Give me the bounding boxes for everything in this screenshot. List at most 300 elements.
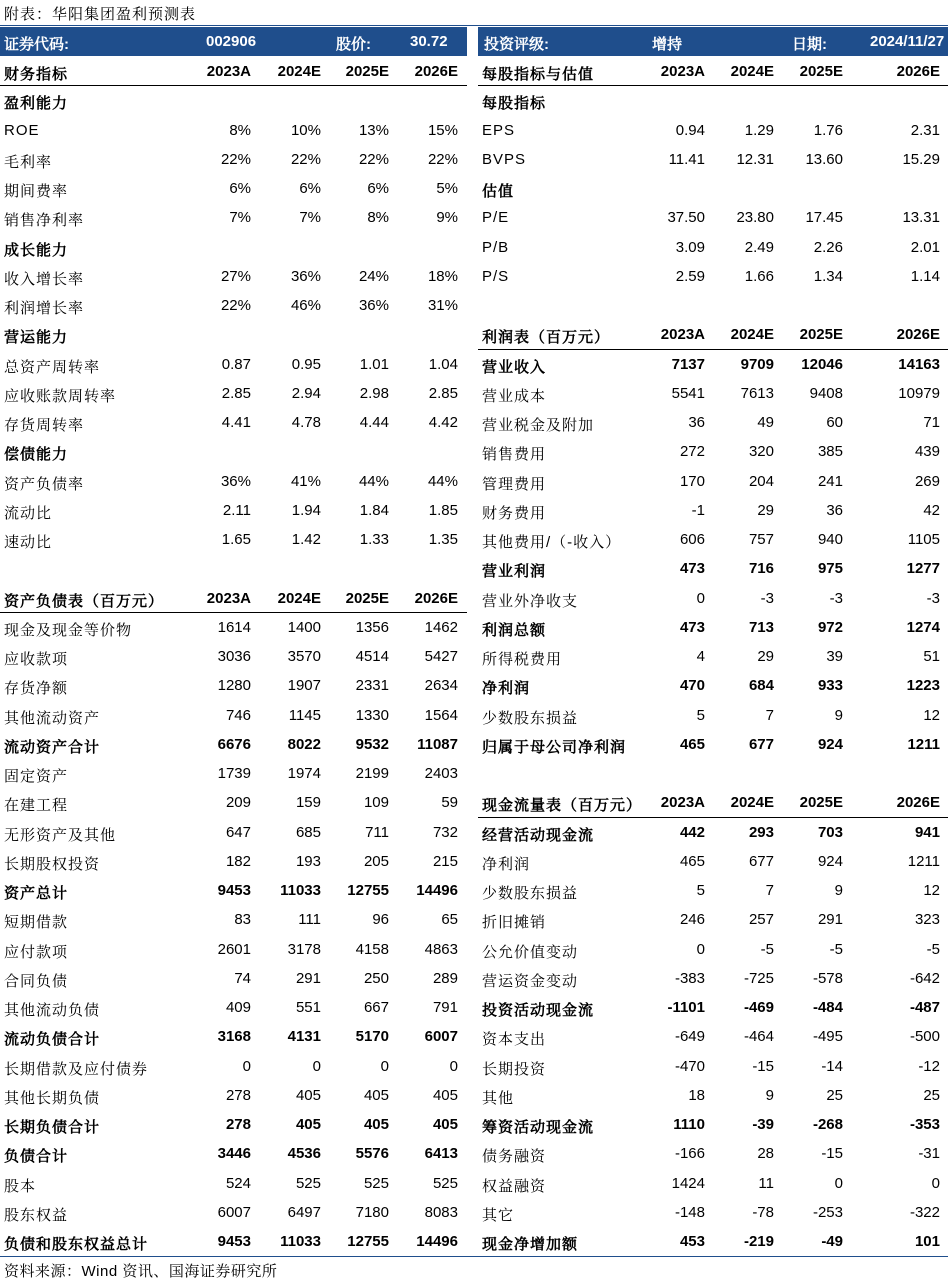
cell-value: 1.01 <box>359 355 389 373</box>
cell-value: -1 <box>691 501 705 519</box>
cell-value: -649 <box>674 1028 705 1046</box>
cell-value: 9453 <box>217 882 251 899</box>
cell-value: 385 <box>817 443 843 461</box>
row-label: 长期股权投资 <box>4 855 101 873</box>
data-source-note: 资料来源：Wind 资讯、国海证券研究所 <box>4 1263 278 1280</box>
cell-value: 11 <box>758 1174 774 1192</box>
cell-value: 4514 <box>355 648 389 665</box>
table-row <box>0 759 467 788</box>
valuation-title: 每股指标与估值 <box>482 66 595 83</box>
cell-value: 7 <box>765 882 774 899</box>
cell-value: 5576 <box>355 1145 389 1163</box>
rating-label: 投资评级: <box>484 36 549 53</box>
cell-value: 11033 <box>280 1233 321 1250</box>
row-label: 所得税费用 <box>482 651 563 668</box>
stock-code-value: 002906 <box>206 33 257 50</box>
section-row <box>0 233 467 262</box>
cell-value: 1356 <box>355 618 389 636</box>
cell-value: 36 <box>688 414 705 431</box>
cell-value: 320 <box>748 443 774 461</box>
table-row <box>0 993 467 1022</box>
table-row <box>0 642 467 671</box>
cell-value: -166 <box>674 1145 705 1163</box>
cell-value: 7% <box>299 209 321 227</box>
cell-value: -322 <box>909 1203 940 1221</box>
row-label: 其它 <box>482 1206 515 1224</box>
cell-value: 182 <box>225 852 251 870</box>
year-header: 2023A <box>660 794 705 812</box>
cell-value: 27% <box>220 267 251 285</box>
year-header: 2024E <box>730 63 774 80</box>
left-panel <box>0 57 467 1256</box>
cell-value: 12.31 <box>736 150 774 168</box>
row-label: ROE <box>4 121 40 139</box>
cell-value: 4863 <box>424 940 458 958</box>
table-row <box>478 935 948 964</box>
row-label: 应收账款周转率 <box>4 387 117 405</box>
cell-value: 933 <box>817 677 843 695</box>
cell-value: -31 <box>918 1145 940 1163</box>
row-label: BVPS <box>482 150 527 168</box>
cell-value: 606 <box>679 531 705 548</box>
table-row <box>478 525 948 554</box>
cell-value: 1.84 <box>359 501 389 519</box>
cell-value: 44% <box>427 472 458 490</box>
cell-value: 4131 <box>287 1028 321 1046</box>
cell-value: 3178 <box>287 940 321 958</box>
cell-value: -3 <box>926 589 940 607</box>
cell-value: 405 <box>295 1116 321 1133</box>
cell-value: 1223 <box>906 677 940 695</box>
cell-value: 1.76 <box>813 121 843 139</box>
cell-value: -487 <box>909 999 940 1016</box>
cell-value: 703 <box>817 823 843 841</box>
bottom-rule <box>0 1256 948 1257</box>
table-row <box>478 701 948 730</box>
row-label: 资产总计 <box>4 885 69 902</box>
table-row <box>0 876 467 905</box>
section-label: 每股指标 <box>482 95 547 113</box>
cell-value: 677 <box>748 735 774 753</box>
cell-value: 14496 <box>416 882 458 899</box>
cell-value: 453 <box>679 1233 705 1250</box>
cell-value: 924 <box>817 852 843 870</box>
cell-value: 2.59 <box>675 267 705 285</box>
row-label: 合同负债 <box>4 972 69 990</box>
cell-value: 1739 <box>217 765 251 782</box>
table-row <box>478 613 948 642</box>
cell-value: 0 <box>931 1174 940 1192</box>
cell-value: 1.04 <box>428 355 458 373</box>
row-label: 长期负债合计 <box>4 1119 101 1136</box>
cell-value: 278 <box>225 1086 251 1104</box>
cell-value: 1564 <box>424 706 458 724</box>
row-label: 现金净增加额 <box>482 1236 579 1253</box>
cell-value: 9 <box>834 882 843 899</box>
table-row <box>0 818 467 847</box>
cell-value: 204 <box>748 472 774 490</box>
cell-value: 1211 <box>907 735 940 753</box>
table-row <box>0 174 467 203</box>
table-row <box>478 730 948 759</box>
cell-value: -500 <box>909 1028 940 1046</box>
cell-value: 2.26 <box>813 238 843 256</box>
row-label: 期间费率 <box>4 183 69 200</box>
cell-value: 677 <box>748 852 774 870</box>
table-row <box>0 935 467 964</box>
table-row <box>478 203 948 232</box>
table-row <box>0 350 467 379</box>
row-label: 权益融资 <box>482 1177 547 1195</box>
table-row <box>478 262 948 291</box>
table-row <box>478 145 948 174</box>
cell-value: 2199 <box>355 765 389 782</box>
row-label: 净利润 <box>482 680 531 698</box>
table-row <box>0 379 467 408</box>
cell-value: 71 <box>923 414 940 431</box>
table-row <box>0 203 467 232</box>
cell-value: 49 <box>757 414 774 431</box>
cell-value: 405 <box>432 1116 458 1133</box>
cell-value: 269 <box>914 472 940 490</box>
cell-value: 10% <box>290 121 321 139</box>
cell-value: 51 <box>923 648 940 665</box>
row-label: 固定资产 <box>4 768 69 785</box>
cell-value: 405 <box>295 1086 321 1104</box>
cell-value: 2.11 <box>222 501 251 519</box>
row-label: 财务费用 <box>482 504 547 522</box>
section-label: 估值 <box>482 183 515 200</box>
cell-value: 39 <box>826 648 843 665</box>
cell-value: 2634 <box>424 677 458 695</box>
cell-value: 1.29 <box>744 121 774 139</box>
cell-value: 246 <box>679 911 705 929</box>
cell-value: 289 <box>432 969 458 987</box>
row-label: EPS <box>482 121 516 139</box>
cell-value: 924 <box>817 735 843 753</box>
cell-value: 684 <box>748 677 774 695</box>
cell-value: 14496 <box>416 1233 458 1250</box>
cell-value: 647 <box>225 823 251 841</box>
table-row <box>0 145 467 174</box>
row-label: 存货净额 <box>4 680 69 698</box>
cell-value: 9% <box>436 209 458 227</box>
cell-value: 465 <box>679 852 705 870</box>
cell-value: 12755 <box>347 1233 389 1250</box>
cell-value: 4.42 <box>428 414 458 431</box>
cell-value: 109 <box>363 794 389 812</box>
cell-value: 716 <box>748 560 774 578</box>
financial-indicators-title: 财务指标 <box>4 66 69 83</box>
row-label: 其他流动资产 <box>4 709 101 727</box>
table-row <box>478 291 948 320</box>
cell-value: 323 <box>914 911 940 929</box>
cell-value: 4.44 <box>359 414 389 431</box>
cell-value: 1277 <box>906 560 940 578</box>
cell-value: 0 <box>449 1057 458 1075</box>
year-header: 2024E <box>277 589 321 607</box>
cell-value: 15% <box>427 121 458 139</box>
cell-value: 1462 <box>424 618 458 636</box>
year-header: 2024E <box>730 794 774 812</box>
row-label: 其他费用/（-收入） <box>482 534 622 551</box>
cell-value: 14163 <box>898 355 940 373</box>
table-row <box>0 1110 467 1139</box>
cell-value: 29 <box>757 501 774 519</box>
row-label: 毛利率 <box>4 153 53 171</box>
cell-value: 25 <box>923 1086 940 1104</box>
section-label: 偿债能力 <box>4 446 69 464</box>
cell-value: 5541 <box>671 384 705 402</box>
cell-value: 22% <box>220 150 251 168</box>
table-row <box>0 291 467 320</box>
cell-value: 8022 <box>287 735 321 753</box>
cell-value: -78 <box>752 1203 774 1221</box>
cell-value: 2331 <box>355 677 389 695</box>
cell-value: 442 <box>679 823 705 841</box>
table-row <box>0 116 467 145</box>
row-label: 营业成本 <box>482 387 547 405</box>
cell-value: 0 <box>696 589 705 607</box>
cell-value: -12 <box>918 1057 940 1075</box>
cell-value: -470 <box>674 1057 705 1075</box>
row-label: 资产负债率 <box>4 475 85 493</box>
row-label: 长期借款及应付债券 <box>4 1060 149 1078</box>
year-header: 2023A <box>206 589 251 607</box>
cell-value: 5 <box>696 882 705 899</box>
row-label: 其他流动负债 <box>4 1002 101 1019</box>
row-label: 总资产周转率 <box>4 358 101 376</box>
cell-value: 1330 <box>355 706 389 724</box>
cell-value: 1110 <box>673 1116 705 1133</box>
cell-value: 7% <box>229 209 251 227</box>
row-label: 应付款项 <box>4 943 69 961</box>
cell-value: 1.66 <box>744 267 774 285</box>
row-label: 营业收入 <box>482 358 547 376</box>
cell-value: 2.98 <box>359 384 389 402</box>
cell-value: 36% <box>220 472 251 490</box>
year-header: 2023A <box>206 63 251 80</box>
row-label: 存货周转率 <box>4 417 85 434</box>
cell-value: 2.49 <box>744 238 774 256</box>
row-label: 流动比 <box>4 504 53 522</box>
cell-value: 685 <box>295 823 321 841</box>
cell-value: 193 <box>295 852 321 870</box>
year-header: 2025E <box>345 589 389 607</box>
financial-indicators-header-row <box>0 57 467 86</box>
row-label: 股东权益 <box>4 1206 69 1224</box>
cell-value: -383 <box>674 969 705 987</box>
table-row <box>478 759 948 788</box>
cell-value: 1280 <box>217 677 251 695</box>
cell-value: 7137 <box>671 355 705 373</box>
row-label: 流动负债合计 <box>4 1031 101 1049</box>
table-row <box>478 1022 948 1051</box>
cell-value: 241 <box>817 472 843 490</box>
cell-value: 60 <box>826 414 843 431</box>
cell-value: 9 <box>834 706 843 724</box>
table-row <box>478 116 948 145</box>
cell-value: -49 <box>821 1233 843 1250</box>
cell-value: -3 <box>760 589 774 607</box>
cell-value: 6% <box>367 180 389 197</box>
year-header: 2024E <box>277 63 321 80</box>
cell-value: 667 <box>363 999 389 1016</box>
cell-value: 1974 <box>287 765 321 782</box>
row-label: 销售净利率 <box>4 212 85 230</box>
income-statement-header-row <box>478 320 948 349</box>
cell-value: -495 <box>812 1028 843 1046</box>
cell-value: 940 <box>817 531 843 548</box>
table-row <box>478 1052 948 1081</box>
stock-price-value: 30.72 <box>410 33 448 50</box>
table-row <box>478 408 948 437</box>
cell-value: 2.85 <box>221 384 251 402</box>
cell-value: 250 <box>363 969 389 987</box>
cell-value: 12755 <box>347 882 389 899</box>
cell-value: 96 <box>372 911 389 929</box>
cell-value: 24% <box>358 267 389 285</box>
cell-value: 972 <box>817 618 843 636</box>
cell-value: 473 <box>679 560 705 578</box>
cell-value: 0 <box>834 1174 843 1192</box>
cell-value: -642 <box>909 969 940 987</box>
table-row <box>0 1227 467 1256</box>
cell-value: 2601 <box>217 940 251 958</box>
cell-value: 3446 <box>217 1145 251 1163</box>
cell-value: -3 <box>829 589 843 607</box>
cell-value: 28 <box>757 1145 774 1163</box>
table-row <box>478 1227 948 1256</box>
table-row <box>478 964 948 993</box>
table-row <box>0 467 467 496</box>
year-header: 2025E <box>799 63 843 80</box>
cell-value: 4.78 <box>291 414 321 431</box>
table-row <box>478 876 948 905</box>
table-row <box>0 1139 467 1168</box>
row-label: 短期借款 <box>4 914 69 932</box>
section-row <box>0 320 467 349</box>
table-row <box>478 1110 948 1139</box>
row-label: 其他 <box>482 1089 515 1107</box>
table-row <box>478 584 948 613</box>
cell-value: 713 <box>748 618 774 636</box>
cell-value: 1424 <box>671 1174 705 1192</box>
table-row <box>0 701 467 730</box>
table-row <box>0 964 467 993</box>
cash-flow-header-row <box>478 788 948 817</box>
cell-value: 439 <box>914 443 940 461</box>
table-row <box>0 1081 467 1110</box>
security-info-bar <box>0 27 467 56</box>
table-row <box>478 993 948 1022</box>
cell-value: 1.65 <box>221 531 251 548</box>
row-label: 股本 <box>4 1177 37 1195</box>
year-header: 2025E <box>799 326 843 344</box>
row-label: 少数股东损益 <box>482 885 579 902</box>
cell-value: 13.31 <box>902 209 940 227</box>
table-row <box>478 671 948 700</box>
table-row <box>0 788 467 817</box>
row-label: 速动比 <box>4 534 53 551</box>
cell-value: 5 <box>696 706 705 724</box>
cell-value: -148 <box>674 1203 705 1221</box>
table-row <box>0 1198 467 1227</box>
section-row <box>0 86 467 115</box>
cell-value: 1.35 <box>428 531 458 548</box>
cell-value: 7613 <box>740 384 774 402</box>
cell-value: 11033 <box>280 882 321 899</box>
cell-value: 12046 <box>801 355 843 373</box>
cell-value: 5427 <box>424 648 458 665</box>
section-row <box>0 437 467 466</box>
cell-value: 31% <box>427 297 458 314</box>
cell-value: 524 <box>225 1174 251 1192</box>
row-label: 负债和股东权益总计 <box>4 1236 149 1253</box>
table-row <box>478 1198 948 1227</box>
cell-value: 1.94 <box>291 501 321 519</box>
cell-value: 405 <box>363 1116 389 1133</box>
cell-value: 711 <box>365 823 389 841</box>
cash-flow-title: 现金流量表（百万元） <box>482 797 643 815</box>
cell-value: 7180 <box>355 1203 389 1221</box>
table-row <box>0 1052 467 1081</box>
cell-value: 42 <box>923 501 940 519</box>
row-label: 营业利润 <box>482 563 547 581</box>
table-row <box>478 642 948 671</box>
section-row <box>478 174 948 203</box>
cell-value: 6497 <box>287 1203 321 1221</box>
cell-value: 29 <box>757 648 774 665</box>
cell-value: 209 <box>225 794 251 812</box>
cell-value: 0.87 <box>221 355 251 373</box>
year-header: 2026E <box>896 63 940 80</box>
table-row <box>0 671 467 700</box>
cell-value: 465 <box>679 735 705 753</box>
cell-value: 170 <box>679 472 705 490</box>
cell-value: 0 <box>242 1057 251 1075</box>
cell-value: 272 <box>679 443 705 461</box>
cell-value: 3168 <box>217 1028 251 1046</box>
cell-value: -5 <box>926 940 940 958</box>
row-label: 应收款项 <box>4 651 69 668</box>
row-label: P/S <box>482 267 510 285</box>
row-label: 筹资活动现金流 <box>482 1119 595 1136</box>
cell-value: 5170 <box>355 1028 389 1046</box>
section-label: 盈利能力 <box>4 95 69 113</box>
row-label: 投资活动现金流 <box>482 1002 595 1019</box>
year-header: 2023A <box>660 63 705 80</box>
cell-value: 1614 <box>217 618 251 636</box>
cell-value: 291 <box>817 911 843 929</box>
section-label: 成长能力 <box>4 241 69 259</box>
row-label: 营运资金变动 <box>482 972 579 990</box>
cell-value: 791 <box>432 999 458 1016</box>
cell-value: 8% <box>229 121 251 139</box>
table-row <box>478 847 948 876</box>
table-row <box>0 847 467 876</box>
report-caption: 附表：华阳集团盈利预测表 <box>4 6 197 23</box>
cell-value: 941 <box>914 823 940 841</box>
cell-value: 746 <box>225 706 251 724</box>
top-rule <box>0 25 948 26</box>
rating-info-bar <box>478 27 948 56</box>
cell-value: 65 <box>441 911 458 929</box>
cell-value: 975 <box>817 560 843 578</box>
cell-value: -484 <box>812 999 843 1016</box>
table-row <box>478 1081 948 1110</box>
year-header: 2026E <box>414 589 458 607</box>
